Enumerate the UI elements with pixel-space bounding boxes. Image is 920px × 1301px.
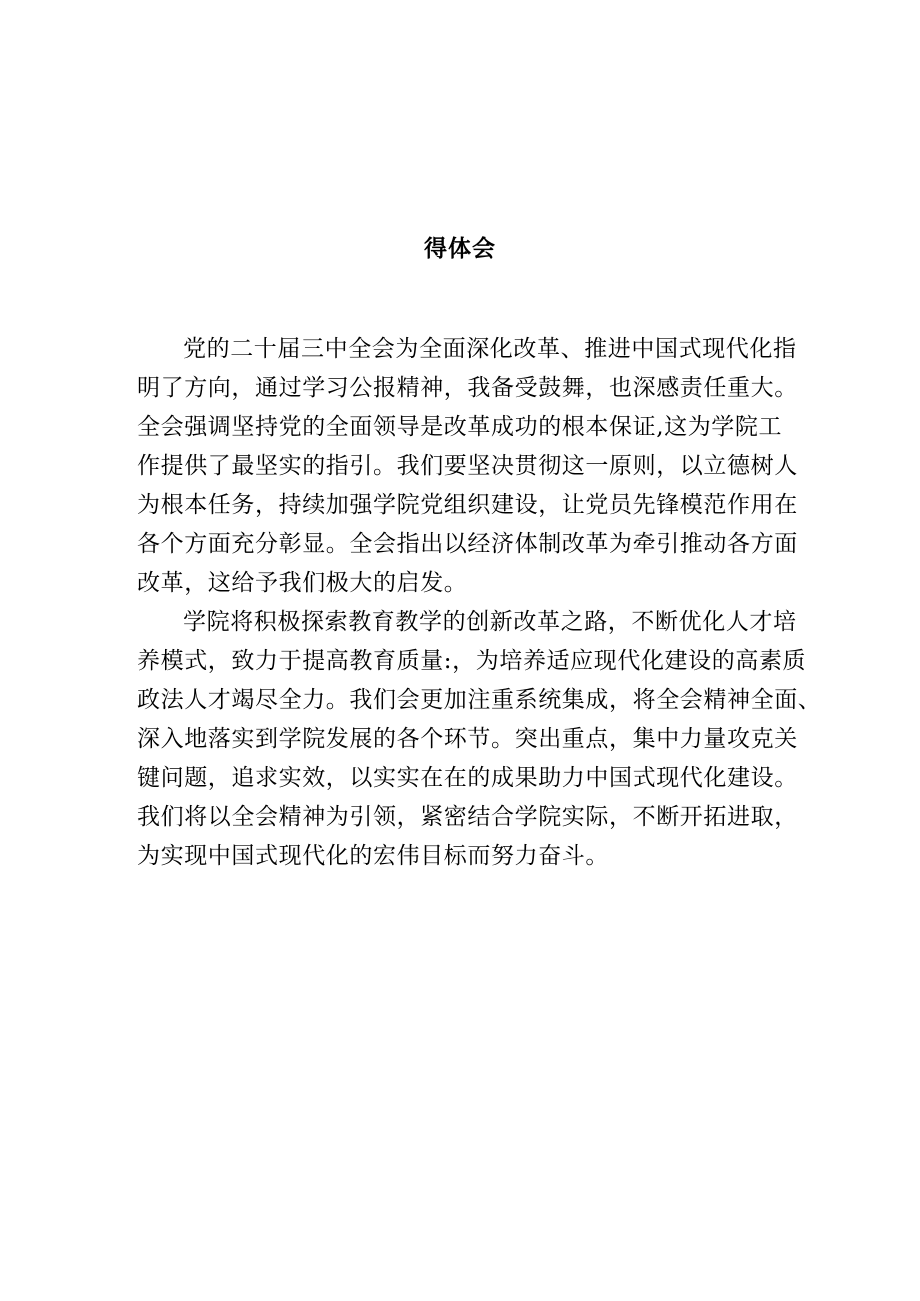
paragraph-line: 明了方向，通过学习公报精神，我备受鼓舞，也深感责任重大。: [137, 375, 798, 401]
paragraph-line: 改革，这给予我们极大的启发。: [137, 570, 468, 596]
paragraph-line: 学院将积极探索教育教学的创新改革之路，不断优化人才培: [183, 609, 797, 635]
paragraph-line: 作提供了最坚实的指引。我们要坚决贯彻这一原则，以立德树人: [137, 453, 798, 479]
paragraph-line: 键问题，追求实效，以实实在在的成果助力中国式现代化建设。: [137, 765, 798, 791]
document-body: [137, 330, 822, 876]
document-title: 得体会: [424, 235, 496, 262]
paragraph-line: 党的二十届三中全会为全面深化改革、推进中国式现代化指: [183, 336, 797, 362]
paragraph-line: 为根本任务，持续加强学院党组织建设，让党员先锋模范作用在: [137, 492, 798, 518]
paragraph-line: 各个方面充分彰显。全会指出以经济体制改革为牵引推动各方面: [137, 531, 798, 557]
paragraph-line: 政法人才竭尽全力。我们会更加注重系统集成，将全会精神全面、: [137, 687, 822, 713]
paragraph-line: 养模式，致力于提高教育质量:，为培养适应现代化建设的高素质: [137, 648, 807, 674]
paragraph-line: 全会强调坚持党的全面领导是改革成功的根本保证,这为学院工: [137, 414, 783, 440]
paragraph-line: 我们将以全会精神为引领，紧密结合学院实际，不断开拓进取，: [137, 804, 798, 830]
paragraph-2: [137, 603, 822, 876]
paragraph-1: [137, 330, 817, 603]
paragraph-line: 为实现中国式现代化的宏伟目标而努力奋斗。: [137, 843, 609, 869]
paragraph-line: 深入地落实到学院发展的各个环节。突出重点，集中力量攻克关: [137, 726, 798, 752]
